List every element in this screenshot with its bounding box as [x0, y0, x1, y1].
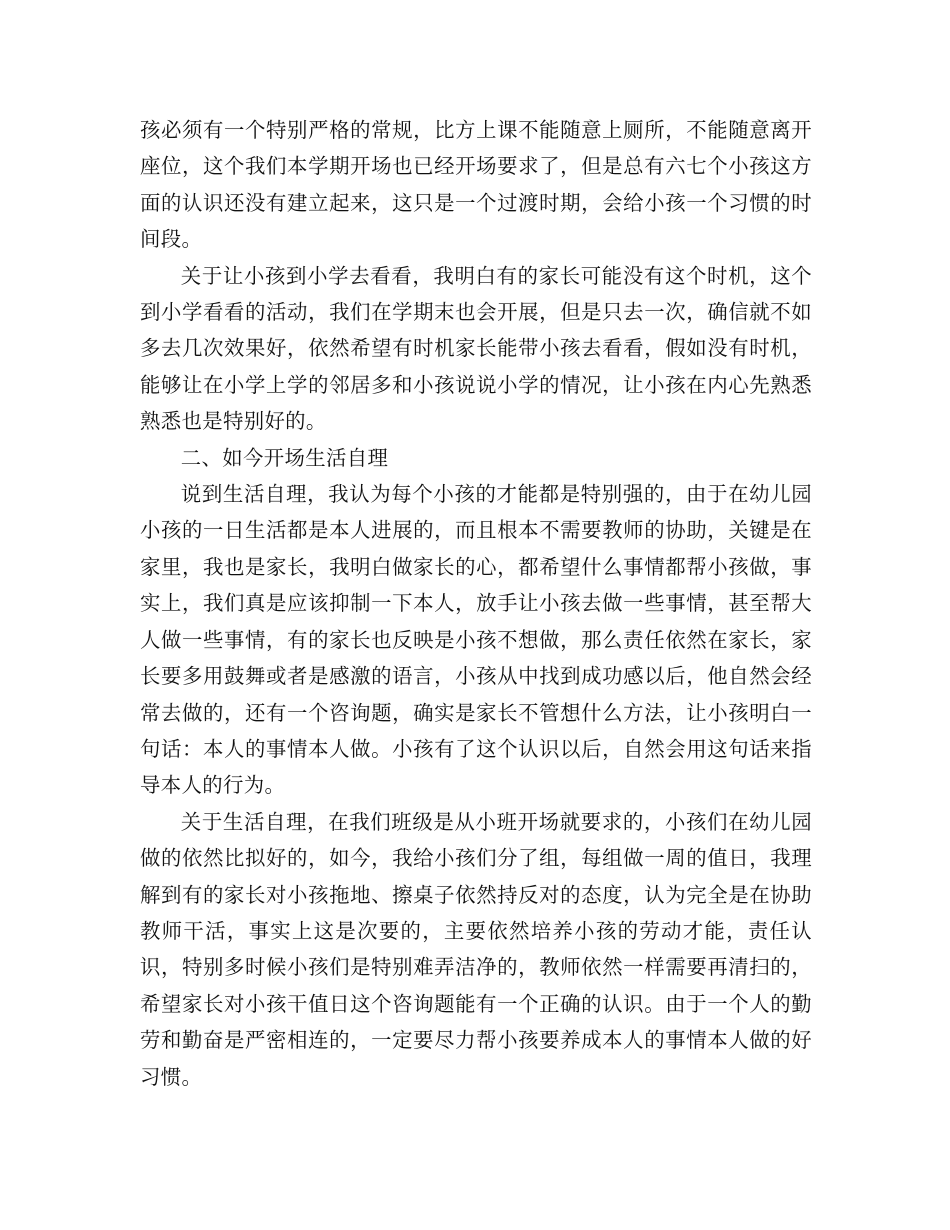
paragraph-self-care-ability: 说到生活自理，我认为每个小孩的才能都是特别强的，由于在幼儿园小孩的一日生活都是本人进展的，而且根本不需要教师的协助，关键是在家里，我也是家长，我明白做家长的心，都希望什么事情都帮小孩做，事实上，我们真是应该抑制一下本人，放手让小孩去做一些事情，甚至帮大人做一些事情，有的家长也反映是小孩不想做，那么责任依然在家长，家长要多用鼓舞或者是感激的语言，小孩从中找到成功感以后，他自然会经常去做的，还有一个咨询题，确实是家长不管想什么方法，让小孩明白一句话：本人的事情本人做。小孩有了这个认识以后，自然会用这句话来指导本人的行为。: [140, 482, 812, 798]
paragraph-class-duty: 关于生活自理，在我们班级是从小班开场就要求的，小孩们在幼儿园做的依然比拟好的，如今，我给小孩们分了组，每组做一周的值日，我理解到有的家长对小孩拖地、擦桌子依然持反对的态度，认为完全是在协助教师干活，事实上这是次要的，主要依然培养小孩的劳动才能，责任认识，特别多时候小孩们是特别难弄洁净的，教师依然一样需要再清扫的，希望家长对小孩干值日这个咨询题能有一个正确的认识。由于一个人的勤劳和勤奋是严密相连的，一定要尽力帮小孩要养成本人的事情本人做的好习惯。: [140, 809, 812, 1089]
paragraph-primary-school-visit: 关于让小孩到小学去看看，我明白有的家长可能没有这个时机，这个到小学看看的活动，我们在学期末也会开展，但是只去一次，确信就不如多去几次效果好，依然希望有时机家长能带小孩去看看，假如没有时机，能够让在小学上学的邻居多和小孩说说小学的情况，让小孩在内心先熟悉熟悉也是特别好的。: [140, 263, 812, 434]
section-heading-self-care: 二、如今开场生活自理: [180, 445, 389, 470]
paragraph-continuation: 孩必须有一个特别严格的常规，比方上课不能随意上厕所，不能随意离开座位，这个我们本学期开场也已经开场要求了，但是总有六七个小孩这方面的认识还没有建立起来，这只是一个过渡时期，会给小孩一个习惯的时间段。: [140, 118, 812, 252]
document-body: [140, 112, 812, 1095]
